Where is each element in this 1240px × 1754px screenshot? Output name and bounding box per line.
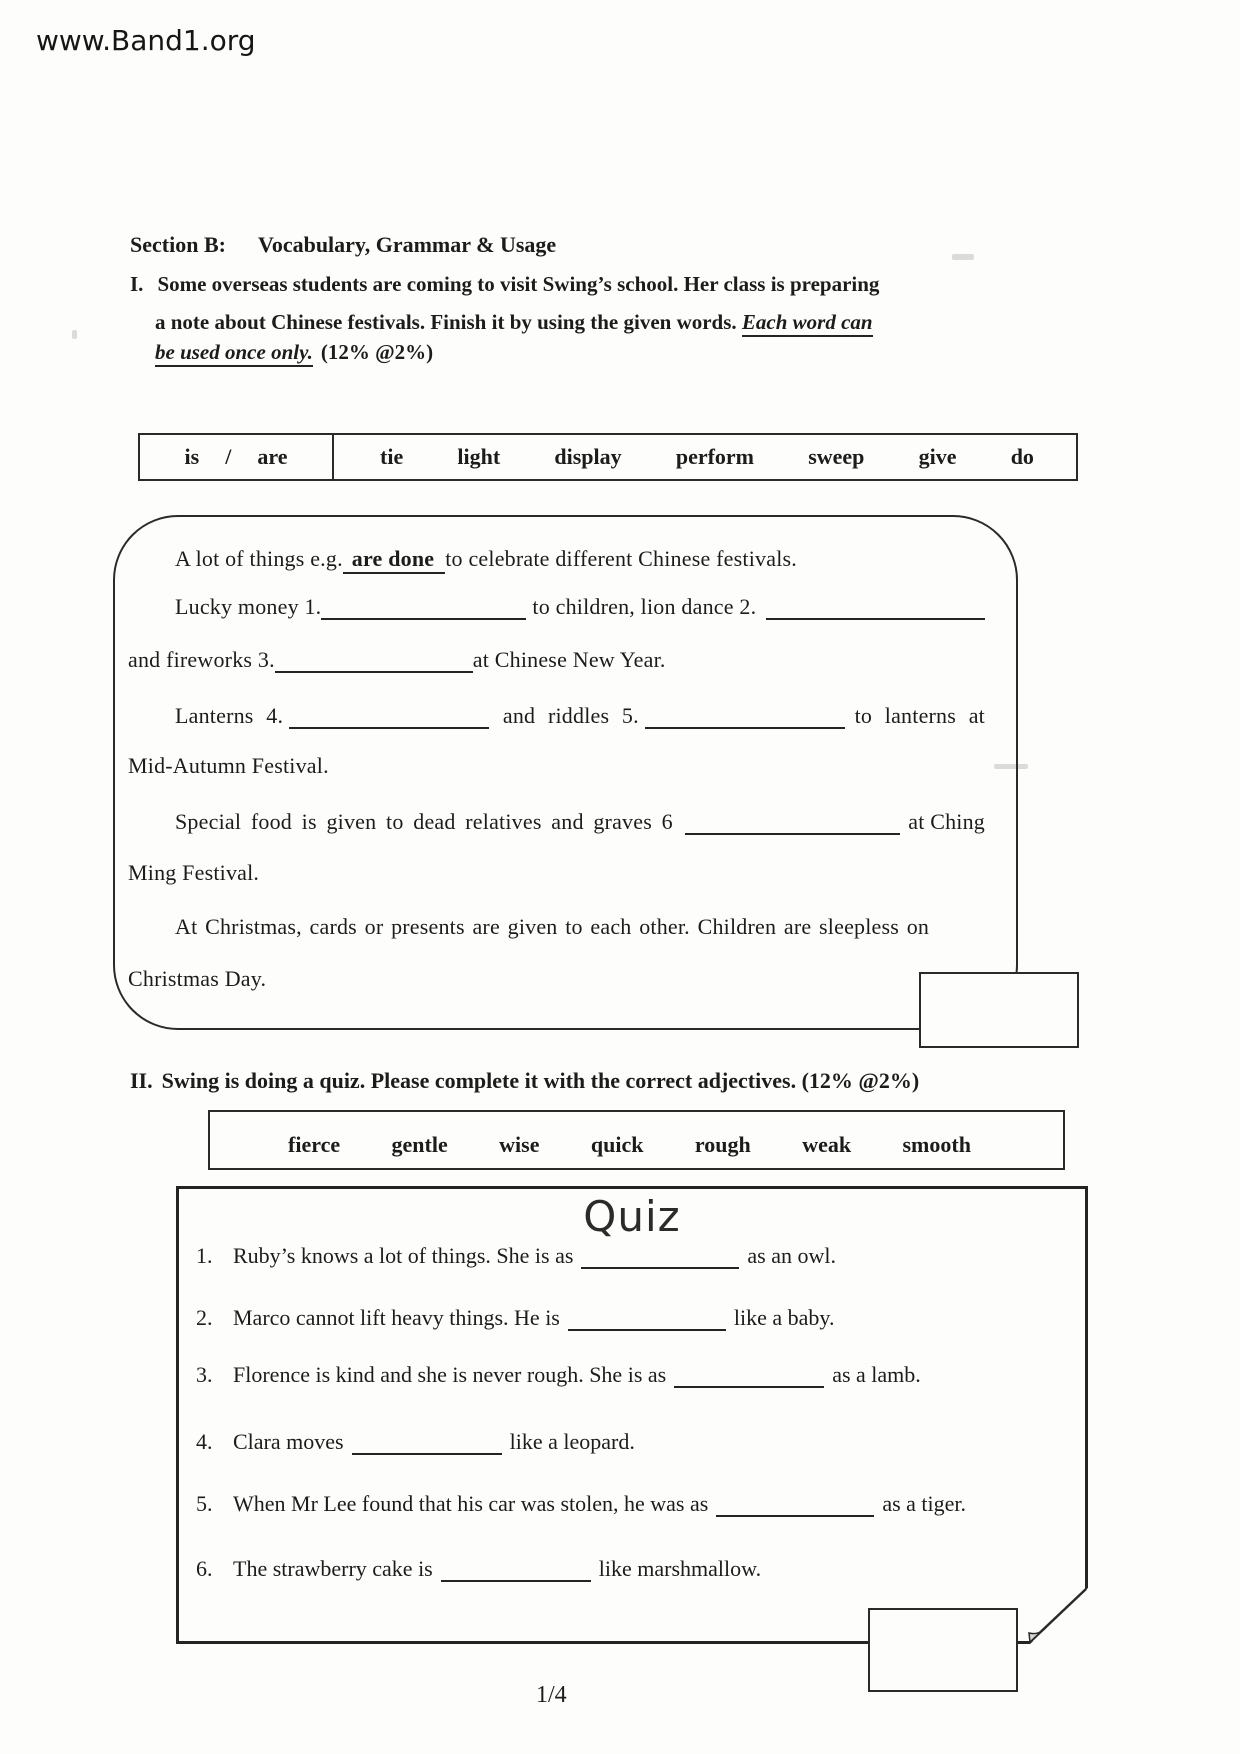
part1-line1-text: Some overseas students are coming to visit Swing’s school. Her class is preparing [157, 272, 880, 296]
note-line3-a: and fireworks 3. [128, 647, 275, 672]
word-sweep: sweep [808, 444, 865, 469]
question-text-before: Ruby’s knows a lot of things. She is as [233, 1243, 574, 1268]
word-give: give [918, 444, 957, 469]
section-heading [130, 232, 556, 258]
question-text-before: Clara moves [233, 1429, 344, 1454]
quiz-question-2 [196, 1305, 834, 1331]
word-tie: tie [380, 444, 404, 469]
part1-line2-underlined: Each word can [742, 310, 873, 337]
word-are: are [257, 444, 288, 469]
word-display: display [554, 444, 622, 469]
quiz-question-3 [196, 1362, 921, 1388]
question-number: 4. [196, 1429, 213, 1454]
quiz-question-1 [196, 1243, 836, 1269]
word-bank-2 [208, 1110, 1065, 1170]
quiz-question-5 [196, 1491, 966, 1517]
note-line1-prefix: A lot of things e.g. [175, 546, 343, 571]
word-is: is [184, 444, 200, 469]
note-line2-b: to children, lion dance 2. [532, 594, 757, 619]
question-text-before: Marco cannot lift heavy things. He is [233, 1305, 560, 1330]
question-text-after: like marshmallow. [598, 1556, 762, 1581]
part2-instructions-text: Swing is doing a quiz. Please complete it with the correct adjectives. (12% @2%) [161, 1068, 920, 1093]
score-box-part2 [868, 1608, 1018, 1692]
answer-blank-6 [685, 828, 900, 835]
note-line-7: Ming Festival. [128, 860, 260, 885]
word-rough: rough [694, 1132, 751, 1157]
word-slash: / [225, 444, 232, 469]
scan-artifact [952, 254, 974, 260]
note-line-5: Mid-Autumn Festival. [128, 753, 329, 778]
note-line1-suffix: to celebrate different Chinese festivals. [445, 546, 797, 571]
watermark: www.Band1.org [36, 24, 256, 57]
quiz-blank-6 [441, 1575, 591, 1582]
question-text-after: like a baby. [733, 1305, 835, 1330]
part1-line2-text: a note about Chinese festivals. Finish it by using the given words. [155, 310, 742, 334]
word-bank-1 [138, 433, 1078, 481]
example-answer: are done [343, 546, 445, 574]
page-curl-icon [1026, 1586, 1090, 1646]
answer-blank-5 [645, 722, 845, 729]
word-smooth: smooth [902, 1132, 971, 1157]
question-text-before: When Mr Lee found that his car was stolen, he was as [233, 1491, 709, 1516]
note-line-8: At Christmas, cards or presents are given to each other. Children are sleepless on [175, 914, 930, 939]
note-line6-a: Special food is given to dead relatives and graves 6 [175, 809, 673, 834]
word-bank-1-fixed-cell [140, 435, 334, 479]
question-number: 6. [196, 1556, 213, 1581]
section-title: Vocabulary, Grammar & Usage [257, 232, 557, 257]
note-line-1 [175, 546, 797, 572]
word-light: light [457, 444, 501, 469]
word-perform: perform [675, 444, 755, 469]
page-number: 1/4 [536, 1682, 567, 1708]
word-gentle: gentle [391, 1132, 448, 1157]
note-line-2 [175, 594, 985, 620]
note-line-4 [175, 703, 985, 729]
answer-blank-3 [275, 666, 473, 673]
part1-instructions-line1 [130, 272, 879, 297]
quiz-question-4 [196, 1429, 635, 1455]
part1-instructions-line2 [155, 310, 873, 335]
answer-blank-1 [321, 613, 526, 620]
quiz-blank-2 [568, 1324, 726, 1331]
question-number: 3. [196, 1362, 213, 1387]
question-text-after: as an owl. [747, 1243, 836, 1268]
note-line-9: Christmas Day. [128, 966, 267, 991]
note-line6-b: at Ching [908, 809, 985, 834]
quiz-blank-5 [716, 1510, 874, 1517]
question-text-after: like a leopard. [509, 1429, 635, 1454]
quiz-question-6 [196, 1556, 761, 1582]
quiz-blank-3 [674, 1381, 824, 1388]
part1-line3-underlined: be used once only. [155, 340, 313, 367]
quiz-title: Quiz [583, 1192, 681, 1241]
quiz-blank-4 [352, 1448, 502, 1455]
question-text-after: as a tiger. [882, 1491, 967, 1516]
note-line4-b: and riddles 5. [502, 703, 639, 728]
part2-instructions [130, 1068, 919, 1094]
note-line4-c: to lanterns at [854, 703, 985, 728]
quiz-blank-1 [581, 1262, 739, 1269]
question-number: 2. [196, 1305, 213, 1330]
word-wise: wise [499, 1132, 540, 1157]
question-text-after: as a lamb. [832, 1362, 921, 1387]
word-weak: weak [802, 1132, 852, 1157]
answer-blank-4 [289, 722, 489, 729]
part1-instructions-line3 [155, 340, 433, 365]
score-box-part1 [919, 972, 1079, 1048]
note-line4-a: Lanterns 4. [175, 703, 284, 728]
note-line3-b: at Chinese New Year. [472, 647, 666, 672]
note-line2-a: Lucky money 1. [175, 594, 322, 619]
note-line-3 [128, 647, 666, 673]
word-do: do [1010, 444, 1034, 469]
question-number: 1. [196, 1243, 213, 1268]
part1-number: I. [130, 272, 144, 296]
scan-artifact [72, 330, 77, 339]
answer-blank-2 [766, 613, 985, 620]
question-number: 5. [196, 1491, 213, 1516]
part1-marks: (12% @2%) [320, 340, 434, 364]
section-label: Section B: [130, 232, 226, 257]
word-quick: quick [590, 1132, 644, 1157]
question-text-before: The strawberry cake is [233, 1556, 433, 1581]
word-bank-1-words-cell [334, 435, 1076, 479]
note-line-6 [175, 809, 985, 835]
word-fierce: fierce [288, 1132, 341, 1157]
part2-number: II. [130, 1068, 153, 1093]
question-text-before: Florence is kind and she is never rough. She is as [233, 1362, 667, 1387]
